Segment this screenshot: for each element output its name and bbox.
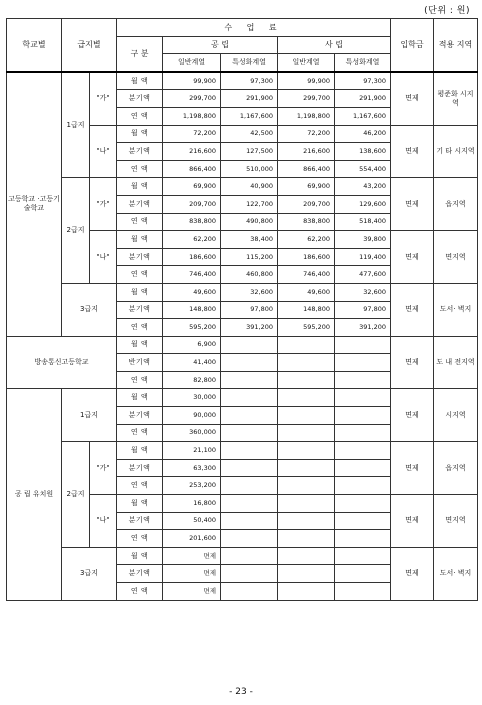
empty-cell xyxy=(278,512,335,530)
empty-cell xyxy=(335,477,391,495)
empty-cell xyxy=(221,512,278,530)
admission-value: 면제 xyxy=(391,547,434,600)
region-value: 도서· 벽지 xyxy=(434,283,478,336)
fee-value: 201,600 xyxy=(163,530,221,548)
fee-value: 119,400 xyxy=(335,248,391,266)
empty-cell xyxy=(221,459,278,477)
fee-value: 138,600 xyxy=(335,143,391,161)
row-label: 분기액 xyxy=(117,301,163,319)
empty-cell xyxy=(221,495,278,513)
row-label: 연 액 xyxy=(117,424,163,442)
row-label: 분기액 xyxy=(117,195,163,213)
empty-cell xyxy=(335,442,391,460)
row-label: 분기액 xyxy=(117,565,163,583)
fee-value: 299,700 xyxy=(278,90,335,108)
fee-value: 391,200 xyxy=(221,319,278,337)
school-highschool: 고등학교 ·고등기술학교 xyxy=(7,72,62,336)
grade-g3: 3급지 xyxy=(62,547,117,600)
fee-value: 391,200 xyxy=(335,319,391,337)
row-label: 월 액 xyxy=(117,336,163,354)
fee-value: 40,900 xyxy=(221,178,278,196)
region-value: 도서· 벽지 xyxy=(434,547,478,600)
admission-value: 면제 xyxy=(391,231,434,284)
empty-cell xyxy=(335,336,391,354)
page-number: - 23 - xyxy=(229,687,253,697)
row-label: 월 액 xyxy=(117,442,163,460)
row-label: 연 액 xyxy=(117,160,163,178)
empty-cell xyxy=(278,547,335,565)
row-label: 분기액 xyxy=(117,407,163,425)
subgrade-ga: "가" xyxy=(90,442,117,495)
fee-value: 253,200 xyxy=(163,477,221,495)
empty-cell xyxy=(335,371,391,389)
fee-value: 16,800 xyxy=(163,495,221,513)
fee-value: 209,700 xyxy=(163,195,221,213)
header-school: 학교별 xyxy=(7,19,62,72)
table-row xyxy=(7,72,478,90)
fee-value: 129,600 xyxy=(335,195,391,213)
admission-value: 면제 xyxy=(391,72,434,125)
table-row xyxy=(7,178,478,196)
region-value: 면지역 xyxy=(434,495,478,548)
empty-cell xyxy=(335,354,391,372)
grade-g2: 2급지 xyxy=(62,442,90,548)
header-public-special: 특성화계열 xyxy=(221,54,278,72)
row-label: 월 액 xyxy=(117,495,163,513)
empty-cell xyxy=(335,512,391,530)
fee-value: 42,500 xyxy=(221,125,278,143)
fee-value: 1,198,800 xyxy=(163,107,221,125)
empty-cell xyxy=(278,336,335,354)
admission-value: 면제 xyxy=(391,125,434,178)
fee-value: 866,400 xyxy=(278,160,335,178)
fee-value: 746,400 xyxy=(278,266,335,284)
row-label: 월 액 xyxy=(117,231,163,249)
fee-value: 291,900 xyxy=(335,90,391,108)
fee-value: 122,700 xyxy=(221,195,278,213)
empty-cell xyxy=(221,583,278,601)
table-row xyxy=(7,283,478,301)
fee-value: 97,300 xyxy=(221,72,278,90)
empty-cell xyxy=(278,530,335,548)
subgrade-ga: "가" xyxy=(90,178,117,231)
empty-cell xyxy=(221,547,278,565)
row-label: 월 액 xyxy=(117,389,163,407)
fee-value: 62,200 xyxy=(163,231,221,249)
empty-cell xyxy=(278,371,335,389)
empty-cell xyxy=(278,495,335,513)
row-label: 연 액 xyxy=(117,266,163,284)
fee-value: 360,000 xyxy=(163,424,221,442)
empty-cell xyxy=(335,565,391,583)
empty-cell xyxy=(221,530,278,548)
fee-value: 1,198,800 xyxy=(278,107,335,125)
tuition-fee-table xyxy=(6,18,478,601)
empty-cell xyxy=(221,354,278,372)
row-label: 분기액 xyxy=(117,143,163,161)
admission-value: 면제 xyxy=(391,178,434,231)
region-value: 기 타 시지역 xyxy=(434,125,478,178)
fee-value: 115,200 xyxy=(221,248,278,266)
row-label: 분기액 xyxy=(117,248,163,266)
empty-cell xyxy=(335,424,391,442)
empty-cell xyxy=(335,459,391,477)
grade-g1: 1급지 xyxy=(62,72,90,178)
row-label: 연 액 xyxy=(117,530,163,548)
region-value: 면지역 xyxy=(434,231,478,284)
admission-value: 면제 xyxy=(391,495,434,548)
region-value: 평준화 시지역 xyxy=(434,72,478,125)
fee-value: 82,800 xyxy=(163,371,221,389)
header-private-special: 특성화계열 xyxy=(335,54,391,72)
row-label: 월 액 xyxy=(117,72,163,90)
subgrade-na: "나" xyxy=(90,495,117,548)
fee-value: 63,300 xyxy=(163,459,221,477)
row-label: 분기액 xyxy=(117,90,163,108)
fee-value: 148,800 xyxy=(163,301,221,319)
fee-value: 186,600 xyxy=(163,248,221,266)
empty-cell xyxy=(278,407,335,425)
fee-value: 30,000 xyxy=(163,389,221,407)
fee-value: 99,900 xyxy=(278,72,335,90)
fee-value: 127,500 xyxy=(221,143,278,161)
fee-value: 6,900 xyxy=(163,336,221,354)
fee-value: 97,800 xyxy=(335,301,391,319)
school-broadcast: 방송통신고등학교 xyxy=(7,336,117,389)
fee-value: 62,200 xyxy=(278,231,335,249)
fee-value: 43,200 xyxy=(335,178,391,196)
subgrade-na: "나" xyxy=(90,231,117,284)
row-label: 연 액 xyxy=(117,583,163,601)
row-label: 월 액 xyxy=(117,547,163,565)
empty-cell xyxy=(335,530,391,548)
fee-value: 209,700 xyxy=(278,195,335,213)
empty-cell xyxy=(278,442,335,460)
fee-value: 97,300 xyxy=(335,72,391,90)
empty-cell xyxy=(335,389,391,407)
fee-value: 69,900 xyxy=(278,178,335,196)
empty-cell xyxy=(278,389,335,407)
empty-cell xyxy=(221,336,278,354)
grade-g3: 3급지 xyxy=(62,283,117,336)
fee-value: 186,600 xyxy=(278,248,335,266)
empty-cell xyxy=(221,565,278,583)
header-category: 구 분 xyxy=(117,36,163,72)
fee-value: 460,800 xyxy=(221,266,278,284)
fee-value: 면제 xyxy=(163,583,221,601)
admission-value: 면제 xyxy=(391,389,434,442)
region-value: 읍지역 xyxy=(434,442,478,495)
fee-value: 838,800 xyxy=(163,213,221,231)
subgrade-ga: "가" xyxy=(90,72,117,125)
fee-value: 746,400 xyxy=(163,266,221,284)
fee-value: 32,600 xyxy=(221,283,278,301)
empty-cell xyxy=(221,371,278,389)
fee-value: 510,000 xyxy=(221,160,278,178)
region-value: 시지역 xyxy=(434,389,478,442)
row-label: 반기액 xyxy=(117,354,163,372)
empty-cell xyxy=(221,424,278,442)
school-kindergarten: 공 립 유치원 xyxy=(7,389,62,600)
header-grade: 급지별 xyxy=(62,19,117,72)
row-label: 연 액 xyxy=(117,319,163,337)
fee-value: 39,800 xyxy=(335,231,391,249)
fee-value: 490,800 xyxy=(221,213,278,231)
fee-value: 99,900 xyxy=(163,72,221,90)
fee-value: 595,200 xyxy=(163,319,221,337)
row-label: 연 액 xyxy=(117,477,163,495)
fee-value: 32,600 xyxy=(335,283,391,301)
fee-value: 72,200 xyxy=(163,125,221,143)
fee-value: 554,400 xyxy=(335,160,391,178)
empty-cell xyxy=(278,583,335,601)
empty-cell xyxy=(335,547,391,565)
fee-value: 46,200 xyxy=(335,125,391,143)
fee-value: 866,400 xyxy=(163,160,221,178)
subgrade-na: "나" xyxy=(90,125,117,178)
fee-value: 97,800 xyxy=(221,301,278,319)
row-label: 연 액 xyxy=(117,107,163,125)
header-region: 적용 지역 xyxy=(434,19,478,72)
empty-cell xyxy=(278,477,335,495)
empty-cell xyxy=(221,389,278,407)
fee-value: 595,200 xyxy=(278,319,335,337)
header-private: 사 립 xyxy=(278,36,391,54)
fee-value: 38,400 xyxy=(221,231,278,249)
fee-value: 216,600 xyxy=(278,143,335,161)
table-row xyxy=(7,389,478,407)
row-label: 월 액 xyxy=(117,125,163,143)
fee-value: 41,400 xyxy=(163,354,221,372)
fee-value: 49,600 xyxy=(278,283,335,301)
fee-value: 21,100 xyxy=(163,442,221,460)
header-public-general: 일반계열 xyxy=(163,54,221,72)
region-value: 읍지역 xyxy=(434,178,478,231)
empty-cell xyxy=(221,407,278,425)
fee-value: 518,400 xyxy=(335,213,391,231)
region-value: 도 내 전지역 xyxy=(434,336,478,389)
admission-value: 면제 xyxy=(391,442,434,495)
fee-value: 299,700 xyxy=(163,90,221,108)
unit-note: (단위 : 원) xyxy=(424,6,470,16)
grade-g1: 1급지 xyxy=(62,389,117,442)
fee-value: 148,800 xyxy=(278,301,335,319)
header-admission: 입학금 xyxy=(391,19,434,72)
empty-cell xyxy=(221,442,278,460)
grade-g2: 2급지 xyxy=(62,178,90,284)
header-tuition: 수 업 료 xyxy=(117,19,391,37)
row-label: 월 액 xyxy=(117,178,163,196)
fee-value: 477,600 xyxy=(335,266,391,284)
empty-cell xyxy=(278,354,335,372)
fee-value: 면제 xyxy=(163,547,221,565)
fee-value: 49,600 xyxy=(163,283,221,301)
empty-cell xyxy=(278,424,335,442)
table-row xyxy=(7,547,478,565)
empty-cell xyxy=(335,407,391,425)
empty-cell xyxy=(335,495,391,513)
row-label: 분기액 xyxy=(117,459,163,477)
fee-value: 1,167,600 xyxy=(221,107,278,125)
table-row xyxy=(7,442,478,460)
fee-value: 216,600 xyxy=(163,143,221,161)
row-label: 월 액 xyxy=(117,283,163,301)
fee-value: 838,800 xyxy=(278,213,335,231)
header-public: 공 립 xyxy=(163,36,278,54)
row-label: 연 액 xyxy=(117,371,163,389)
fee-value: 1,167,600 xyxy=(335,107,391,125)
fee-value: 72,200 xyxy=(278,125,335,143)
fee-value: 291,900 xyxy=(221,90,278,108)
empty-cell xyxy=(221,477,278,495)
admission-value: 면제 xyxy=(391,283,434,336)
empty-cell xyxy=(278,565,335,583)
empty-cell xyxy=(335,583,391,601)
fee-value: 50,400 xyxy=(163,512,221,530)
fee-value: 69,900 xyxy=(163,178,221,196)
row-label: 연 액 xyxy=(117,213,163,231)
fee-value: 90,000 xyxy=(163,407,221,425)
table-row xyxy=(7,336,478,354)
fee-value: 면제 xyxy=(163,565,221,583)
header-private-general: 일반계열 xyxy=(278,54,335,72)
row-label: 분기액 xyxy=(117,512,163,530)
empty-cell xyxy=(278,459,335,477)
admission-value: 면제 xyxy=(391,336,434,389)
